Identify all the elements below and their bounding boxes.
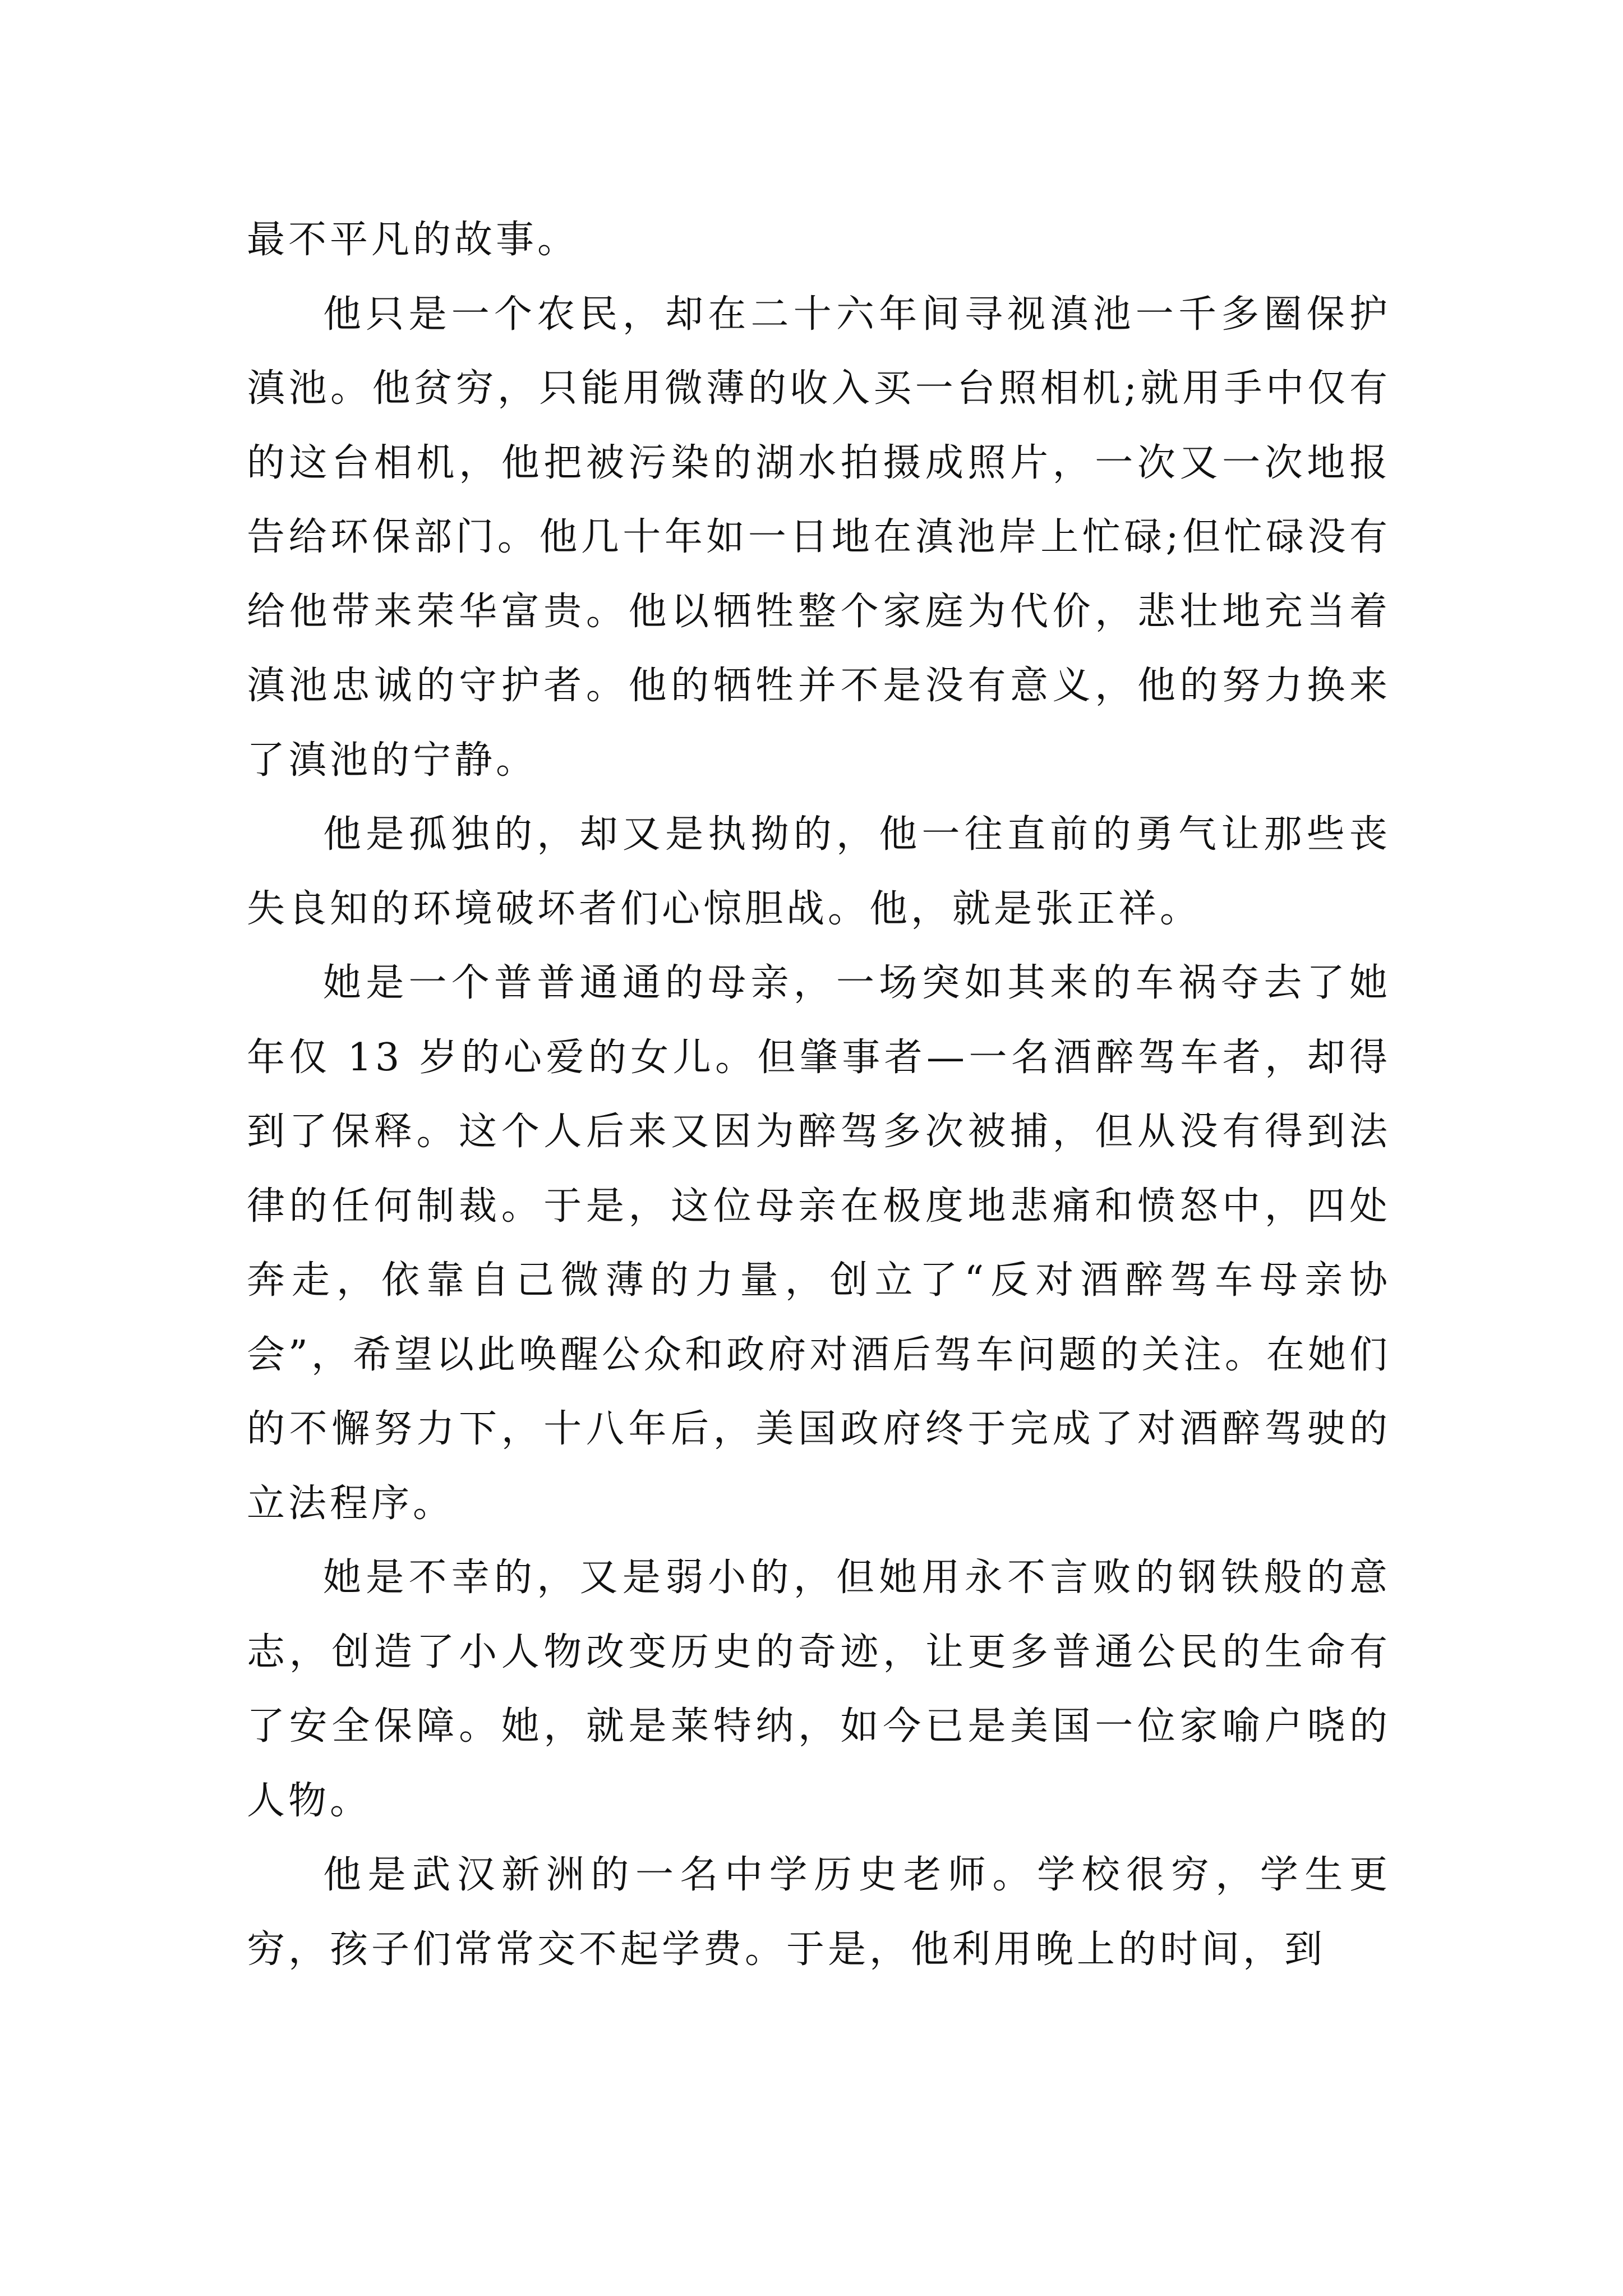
paragraph-6: 他是武汉新洲的一名中学历史老师。学校很穷，学生更穷，孩子们常常交不起学费。于是，他利用晚上的时间，到	[247, 1853, 1391, 1972]
paragraph-5: 她是不幸的，又是弱小的，但她用永不言败的钢铁般的意志，创造了小人物改变历史的奇迹，让更多普通公民的生命有了安全保障。她，就是莱特纳，如今已是美国一位家喻户晓的人物。	[247, 1556, 1391, 1823]
paragraph-4: 她是一个普普通通的母亲，一场突如其来的车祸夺去了她年仅 13 岁的心爱的女儿。但肇事者—一名酒醉驾车者，却得到了保释。这个人后来又因为醉驾多次被捕，但从没有得到法律的任何制裁。于是，这位母亲在极度地悲痛和愤怒中，四处奔走，依靠自己微薄的力量，创立了“反对酒醉驾车母亲协会”，希望以此唤醒公众和政府对酒后驾车问题的关注。在她们的不懈努力下，十八年后，美国政府终于完成了对酒醉驾驶的立法程序。	[247, 961, 1391, 1526]
paragraph-2: 他只是一个农民，却在二十六年间寻视滇池一千多圈保护滇池。他贫穷，只能用微薄的收入买一台照相机;就用手中仅有的这台相机，他把被污染的湖水拍摄成照片，一次又一次地报告给环保部门。他几十年如一日地在滇池岸上忙碌;但忙碌没有给他带来荣华富贵。他以牺牲整个家庭为代价，悲壮地充当着滇池忠诚的守护者。他的牺牲并不是没有意义，他的努力换来了滇池的宁静。	[247, 292, 1391, 783]
paragraph-3: 他是孤独的，却又是执拗的，他一往直前的勇气让那些丧失良知的环境破坏者们心惊胆战。他，就是张正祥。	[247, 812, 1391, 931]
document-body	[247, 203, 1391, 1987]
paragraph-1: 最不平凡的故事。	[247, 218, 579, 262]
